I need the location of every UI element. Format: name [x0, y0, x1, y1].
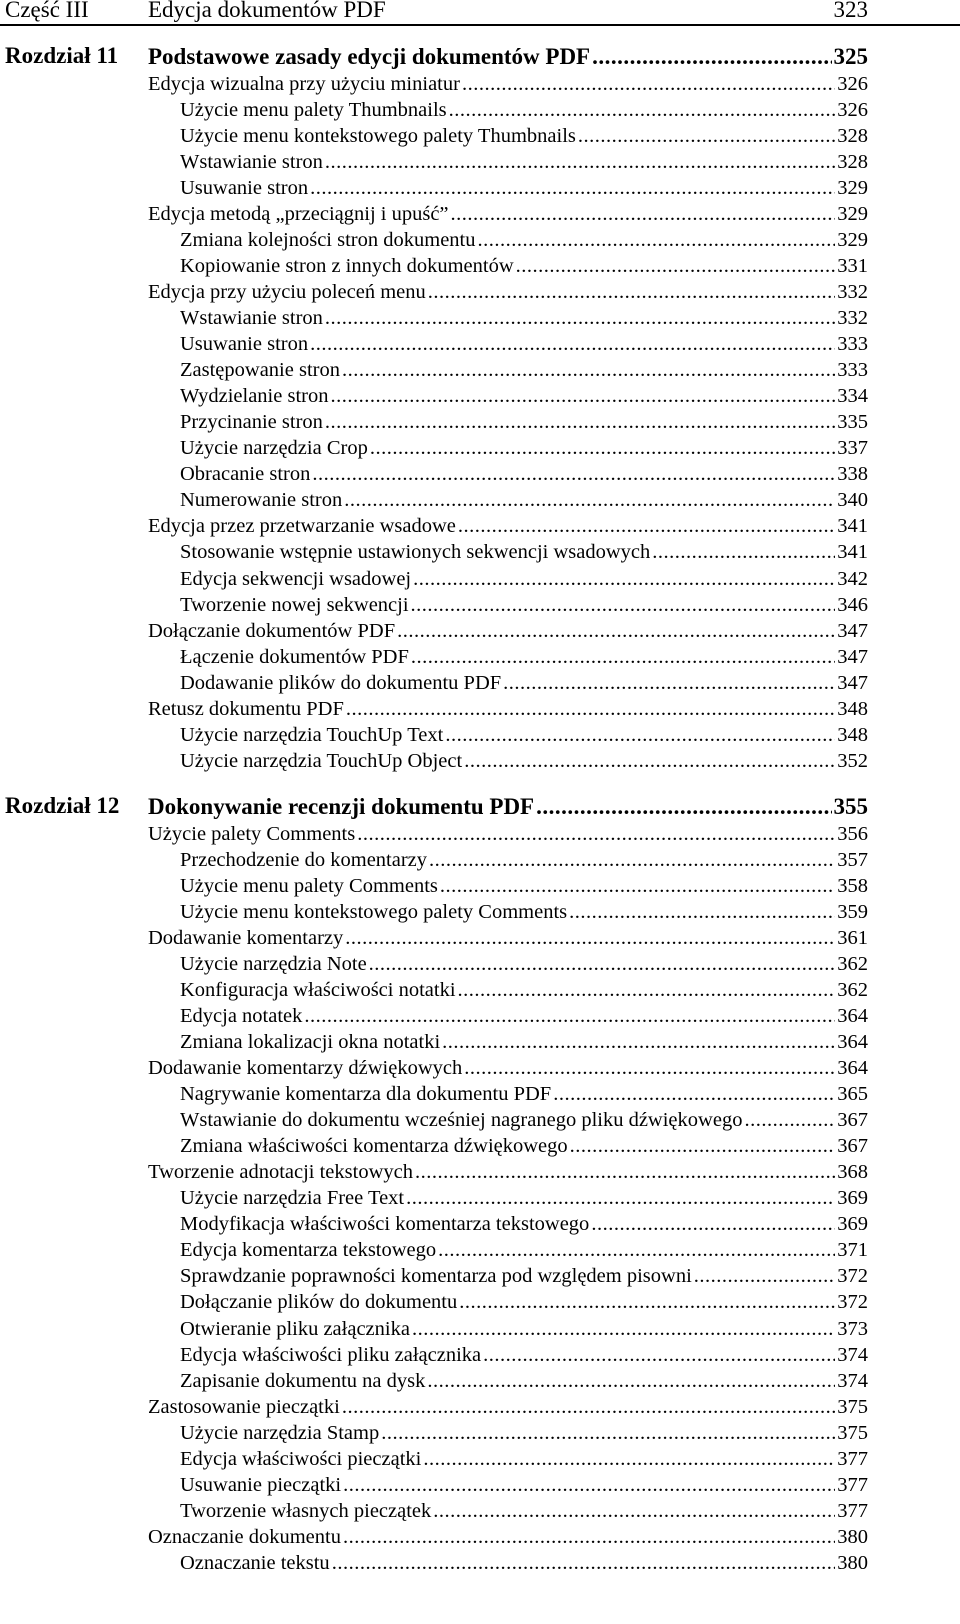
page-number: 359	[837, 901, 868, 923]
dot-leader	[451, 201, 836, 227]
entry-title: Obracanie stron	[180, 463, 311, 485]
entry-title: Zmiana właściwości komentarza dźwiękowego	[180, 1135, 568, 1157]
part-title: Edycja dokumentów PDF	[148, 0, 386, 22]
toc-subsection-entry[interactable]	[180, 592, 868, 618]
dot-leader	[459, 1289, 835, 1315]
dot-leader	[458, 513, 835, 539]
toc-subsection-entry[interactable]	[180, 1107, 868, 1133]
page-number: 331	[837, 255, 868, 277]
entry-title: Tworzenie adnotacji tekstowych	[148, 1161, 413, 1183]
entry-title: Tworzenie nowej sekwencji	[180, 594, 409, 616]
page-number: 341	[837, 541, 868, 563]
entry-title: Łączenie dokumentów PDF	[180, 646, 409, 668]
dot-leader	[553, 1081, 835, 1107]
page-number: 368	[837, 1161, 868, 1183]
entry-title: Użycie narzędzia TouchUp Text	[180, 724, 444, 746]
toc-subsection-entry[interactable]	[180, 487, 868, 513]
entry-title: Dodawanie komentarzy	[148, 927, 344, 949]
dot-leader	[438, 1237, 835, 1263]
dot-leader	[411, 644, 835, 670]
dot-leader	[345, 925, 835, 951]
toc-subsection-entry[interactable]	[180, 227, 868, 253]
page-number: 364	[837, 1005, 868, 1027]
toc-subsection-entry[interactable]	[180, 1185, 868, 1211]
entry-title: Użycie menu kontekstowego palety Comments	[180, 901, 568, 923]
toc-subsection-entry[interactable]	[180, 1316, 868, 1342]
entry-title: Użycie narzędzia Note	[180, 953, 367, 975]
toc-subsection-entry[interactable]	[180, 670, 868, 696]
dot-leader	[433, 1498, 835, 1524]
dot-leader	[406, 1185, 835, 1211]
page-number: 374	[837, 1344, 868, 1366]
dot-leader	[325, 409, 835, 435]
toc-section-entry[interactable]	[148, 1159, 868, 1185]
dot-leader	[310, 175, 835, 201]
entry-title: Dołączanie dokumentów PDF	[148, 620, 396, 642]
toc-subsection-entry[interactable]	[180, 1498, 868, 1524]
page-number: 326	[837, 99, 868, 121]
page-number: 329	[837, 177, 868, 199]
entry-title: Użycie menu palety Comments	[180, 875, 438, 897]
page-number: 380	[837, 1526, 868, 1548]
page-number: 375	[837, 1422, 868, 1444]
page-number: 335	[837, 411, 868, 433]
dot-leader	[652, 539, 835, 565]
toc-section-entry[interactable]	[148, 925, 868, 951]
toc-subsection-entry[interactable]	[180, 847, 868, 873]
toc-subsection-entry[interactable]	[180, 951, 868, 977]
entry-title: Edycja właściwości pliku załącznika	[180, 1344, 482, 1366]
dot-leader	[310, 331, 835, 357]
dot-leader	[304, 1003, 835, 1029]
dot-leader	[344, 487, 835, 513]
page-number: 333	[837, 359, 868, 381]
dot-leader	[325, 305, 835, 331]
entry-title: Retusz dokumentu PDF	[148, 698, 344, 720]
dot-leader	[412, 1316, 835, 1342]
toc-subsection-entry[interactable]	[180, 383, 868, 409]
toc-subsection-entry[interactable]	[180, 123, 868, 149]
dot-leader	[342, 357, 835, 383]
dot-leader	[536, 794, 831, 820]
page-number: 362	[837, 953, 868, 975]
toc-subsection-entry[interactable]	[180, 149, 868, 175]
page-number: 375	[837, 1396, 868, 1418]
entry-title: Podstawowe zasady edycji dokumentów PDF	[148, 44, 591, 69]
entry-title: Edycja komentarza tekstowego	[180, 1239, 437, 1261]
entry-title: Wstawianie stron	[180, 151, 323, 173]
entry-title: Dołączanie plików do dokumentu	[180, 1291, 458, 1313]
page-number: 369	[837, 1187, 868, 1209]
page-number: 372	[837, 1265, 868, 1287]
entry-title: Dodawanie plików do dokumentu PDF	[180, 672, 502, 694]
dot-leader	[343, 1524, 835, 1550]
entry-title: Dodawanie komentarzy dźwiękowych	[148, 1057, 463, 1079]
page-number: 374	[837, 1370, 868, 1392]
toc-subsection-entry[interactable]	[180, 305, 868, 331]
entry-title: Użycie palety Comments	[148, 823, 356, 845]
toc-subsection-entry[interactable]	[180, 899, 868, 925]
dot-leader	[462, 71, 835, 97]
entry-title: Przycinanie stron	[180, 411, 323, 433]
toc-section-entry[interactable]	[148, 513, 868, 539]
toc-subsection-entry[interactable]	[180, 1420, 868, 1446]
toc-subsection-entry[interactable]	[180, 566, 868, 592]
chapter-heading[interactable]	[148, 44, 868, 70]
page-number: 329	[837, 203, 868, 225]
page-number: 355	[833, 794, 868, 819]
toc-subsection-entry[interactable]	[180, 1368, 868, 1394]
dot-leader	[694, 1263, 835, 1289]
toc-subsection-entry[interactable]	[180, 331, 868, 357]
entry-title: Oznaczanie dokumentu	[148, 1526, 341, 1548]
entry-title: Edycja wizualna przy użyciu miniatur	[148, 73, 460, 95]
toc-section-entry[interactable]	[148, 1394, 868, 1420]
toc-subsection-entry[interactable]	[180, 1133, 868, 1159]
dot-leader	[503, 670, 835, 696]
toc-section-entry[interactable]	[148, 821, 868, 847]
entry-title: Tworzenie własnych pieczątek	[180, 1500, 432, 1522]
toc-subsection-entry[interactable]	[180, 1550, 868, 1576]
page-number: 377	[837, 1500, 868, 1522]
dot-leader	[464, 1055, 835, 1081]
dot-leader	[332, 1550, 836, 1576]
page-number: 340	[837, 489, 868, 511]
page-number: 332	[837, 307, 868, 329]
toc-section-entry[interactable]	[148, 618, 868, 644]
entry-title: Wstawianie stron	[180, 307, 323, 329]
entry-title: Użycie narzędzia TouchUp Object	[180, 750, 463, 772]
toc-subsection-entry[interactable]	[180, 1289, 868, 1315]
page-number: 347	[837, 646, 868, 668]
page-number: 337	[837, 437, 868, 459]
page-number: 325	[833, 44, 868, 69]
dot-leader	[592, 44, 831, 70]
toc-subsection-entry[interactable]	[180, 873, 868, 899]
page-number: 377	[837, 1474, 868, 1496]
entry-title: Wydzielanie stron	[180, 385, 329, 407]
page-number: 333	[837, 333, 868, 355]
chapter-label: Rozdział 11	[5, 43, 119, 68]
dot-leader	[458, 977, 836, 1003]
page-number: 362	[837, 979, 868, 1001]
entry-title: Numerowanie stron	[180, 489, 343, 511]
page-number: 328	[837, 151, 868, 173]
entry-title: Edycja sekwencji wsadowej	[180, 568, 412, 590]
toc-subsection-entry[interactable]	[180, 1342, 868, 1368]
toc-section-entry[interactable]	[148, 1055, 868, 1081]
entry-title: Użycie narzędzia Stamp	[180, 1422, 380, 1444]
page-number: 332	[837, 281, 868, 303]
entry-title: Edycja przy użyciu poleceń menu	[148, 281, 426, 303]
page-number: 380	[837, 1552, 868, 1574]
dot-leader	[516, 253, 836, 279]
dot-leader	[342, 1394, 835, 1420]
entry-title: Edycja właściwości pieczątki	[180, 1448, 422, 1470]
toc-subsection-entry[interactable]	[180, 1029, 868, 1055]
dot-leader	[397, 618, 835, 644]
page-number: 367	[837, 1109, 868, 1131]
dot-leader	[440, 873, 835, 899]
toc-section-entry[interactable]	[148, 696, 868, 722]
entry-title: Zastępowanie stron	[180, 359, 340, 381]
toc-subsection-entry[interactable]	[180, 1081, 868, 1107]
page-number: 334	[837, 385, 868, 407]
entry-title: Wstawianie do dokumentu wcześniej nagranego pliku dźwiękowego	[180, 1109, 743, 1131]
toc-subsection-entry[interactable]	[180, 1446, 868, 1472]
part-page-number: 323	[833, 0, 868, 22]
entry-title: Użycie narzędzia Free Text	[180, 1187, 405, 1209]
entry-title: Sprawdzanie poprawności komentarza pod względem pisowni	[180, 1265, 692, 1287]
entry-title: Usuwanie stron	[180, 333, 309, 355]
dot-leader	[427, 1368, 835, 1394]
entry-title: Edycja metodą „przeciągnij i upuść”	[148, 203, 449, 225]
toc-subsection-entry[interactable]	[180, 409, 868, 435]
dot-leader	[411, 592, 836, 618]
toc-subsection-entry[interactable]	[180, 97, 868, 123]
page-number: 367	[837, 1135, 868, 1157]
toc-subsection-entry[interactable]	[180, 175, 868, 201]
page-number: 329	[837, 229, 868, 251]
toc-section-entry[interactable]	[148, 71, 868, 97]
dot-leader	[483, 1342, 835, 1368]
page-number: 377	[837, 1448, 868, 1470]
page-number: 364	[837, 1031, 868, 1053]
dot-leader	[343, 1472, 835, 1498]
dot-leader	[464, 748, 835, 774]
dot-leader	[442, 1029, 835, 1055]
toc-section-entry[interactable]	[148, 1524, 868, 1550]
entry-title: Nagrywanie komentarza dla dokumentu PDF	[180, 1083, 552, 1105]
entry-title: Kopiowanie stron z innych dokumentów	[180, 255, 514, 277]
toc-subsection-entry[interactable]	[180, 435, 868, 461]
page-number: 361	[837, 927, 868, 949]
entry-title: Otwieranie pliku załącznika	[180, 1318, 410, 1340]
part-label: Część III	[5, 0, 89, 22]
toc-subsection-entry[interactable]	[180, 748, 868, 774]
page-number: 328	[837, 125, 868, 147]
dot-leader	[369, 951, 836, 977]
part-title-row	[148, 0, 868, 23]
page-number: 348	[837, 724, 868, 746]
page-number: 326	[837, 73, 868, 95]
dot-leader	[428, 279, 835, 305]
entry-title: Usuwanie stron	[180, 177, 309, 199]
dot-leader	[744, 1107, 835, 1133]
toc-subsection-entry[interactable]	[180, 722, 868, 748]
dot-leader	[381, 1420, 835, 1446]
dot-leader	[346, 696, 835, 722]
page-number: 346	[837, 594, 868, 616]
page-number: 348	[837, 698, 868, 720]
dot-leader	[478, 227, 836, 253]
dot-leader	[370, 435, 835, 461]
dot-leader	[325, 149, 835, 175]
page-number: 338	[837, 463, 868, 485]
entry-title: Zmiana lokalizacji okna notatki	[180, 1031, 441, 1053]
entry-title: Konfiguracja właściwości notatki	[180, 979, 456, 1001]
page-number: 372	[837, 1291, 868, 1313]
dot-leader	[570, 1133, 836, 1159]
entry-title: Edycja przez przetwarzanie wsadowe	[148, 515, 456, 537]
chapter-label: Rozdział 12	[5, 793, 120, 818]
toc-subsection-entry[interactable]	[180, 357, 868, 383]
page-number: 371	[837, 1239, 868, 1261]
toc-subsection-entry[interactable]	[180, 1003, 868, 1029]
entry-title: Zapisanie dokumentu na dysk	[180, 1370, 426, 1392]
toc-subsection-entry[interactable]	[180, 253, 868, 279]
toc-subsection-entry[interactable]	[180, 1237, 868, 1263]
entry-title: Użycie narzędzia Crop	[180, 437, 368, 459]
page-number: 356	[837, 823, 868, 845]
entry-title: Oznaczanie tekstu	[180, 1552, 330, 1574]
dot-leader	[330, 383, 835, 409]
toc-subsection-entry[interactable]	[180, 977, 868, 1003]
dot-leader	[415, 1159, 835, 1185]
dot-leader	[591, 1211, 835, 1237]
page-number: 347	[837, 672, 868, 694]
entry-title: Użycie menu palety Thumbnails	[180, 99, 447, 121]
toc-subsection-entry[interactable]	[180, 539, 868, 565]
entry-title: Zastosowanie pieczątki	[148, 1396, 340, 1418]
dot-leader	[445, 722, 835, 748]
entry-title: Dokonywanie recenzji dokumentu PDF	[148, 794, 535, 819]
entry-title: Stosowanie wstępnie ustawionych sekwencji wsadowych	[180, 541, 651, 563]
toc-subsection-entry[interactable]	[180, 1211, 868, 1237]
page-number: 341	[837, 515, 868, 537]
toc-subsection-entry[interactable]	[180, 1263, 868, 1289]
page-number: 352	[837, 750, 868, 772]
dot-leader	[449, 97, 836, 123]
dot-leader	[312, 461, 835, 487]
toc-subsection-entry[interactable]	[180, 1472, 868, 1498]
entry-title: Przechodzenie do komentarzy	[180, 849, 428, 871]
page-number: 365	[837, 1083, 868, 1105]
part-header	[0, 0, 960, 26]
page-number: 369	[837, 1213, 868, 1235]
dot-leader	[578, 123, 835, 149]
entry-title: Użycie menu kontekstowego palety Thumbnails	[180, 125, 576, 147]
page-number: 342	[837, 568, 868, 590]
dot-leader	[423, 1446, 835, 1472]
toc-section-entry[interactable]	[148, 279, 868, 305]
page-number: 373	[837, 1318, 868, 1340]
entry-title: Edycja notatek	[180, 1005, 303, 1027]
dot-leader	[429, 847, 835, 873]
dot-leader	[413, 566, 835, 592]
dot-leader	[569, 899, 835, 925]
entry-title: Modyfikacja właściwości komentarza tekstowego	[180, 1213, 590, 1235]
dot-leader	[357, 821, 835, 847]
chapter-heading[interactable]	[148, 794, 868, 820]
entry-title: Zmiana kolejności stron dokumentu	[180, 229, 476, 251]
toc-subsection-entry[interactable]	[180, 461, 868, 487]
page-number: 364	[837, 1057, 868, 1079]
toc-subsection-entry[interactable]	[180, 644, 868, 670]
entry-title: Usuwanie pieczątki	[180, 1474, 342, 1496]
page-number: 347	[837, 620, 868, 642]
page-number: 358	[837, 875, 868, 897]
page-number: 357	[837, 849, 868, 871]
toc-section-entry[interactable]	[148, 201, 868, 227]
